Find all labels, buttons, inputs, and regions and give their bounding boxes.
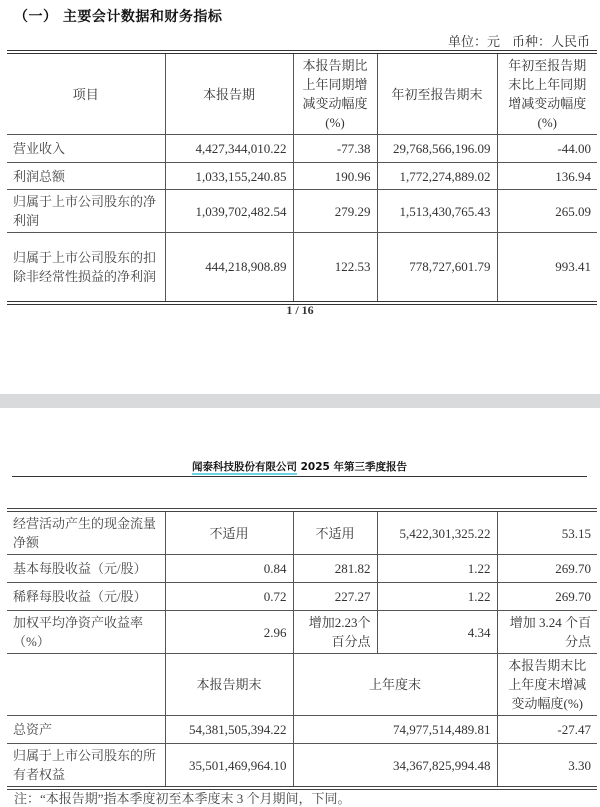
row-ytd: 778,727,601.79	[377, 233, 497, 303]
row-current-change: 227.27	[293, 583, 377, 611]
balance-header-change: 本报告期末比上年度末增减变动幅度(%)	[497, 654, 597, 716]
row-current: 4,427,344,010.22	[165, 135, 293, 163]
financial-indicators-table-continued	[7, 508, 597, 790]
row-item: 基本每股收益（元/股）	[7, 555, 165, 583]
row-prior-year-end: 74,977,514,489.81	[293, 716, 497, 744]
unit-currency-line	[448, 31, 590, 50]
row-item: 营业收入	[7, 135, 165, 163]
page-separator	[0, 394, 600, 408]
row-ytd: 1,772,274,889.02	[377, 163, 497, 190]
row-ytd: 29,768,566,196.09	[377, 135, 497, 163]
row-ytd: 5,422,301,325.22	[377, 510, 497, 555]
row-current-change: -77.38	[293, 135, 377, 163]
table-row	[7, 583, 597, 611]
row-prior-year-end: 34,367,825,994.48	[293, 744, 497, 789]
row-ytd-change: 53.15	[497, 510, 597, 555]
row-current: 0.84	[165, 555, 293, 583]
table-row	[7, 611, 597, 654]
table-row	[7, 510, 597, 555]
row-ytd-change: 265.09	[497, 190, 597, 233]
table-row	[7, 233, 597, 303]
row-ytd-change: 136.94	[497, 163, 597, 190]
row-current-change: 281.82	[293, 555, 377, 583]
company-name-link[interactable]: 闻泰科技股份有限公司	[191, 461, 297, 473]
row-ytd-change: 增加 3.24 个百分点	[497, 611, 597, 654]
header-ytd: 年初至报告期末	[377, 52, 497, 135]
table-row	[7, 744, 597, 789]
row-item: 利润总额	[7, 163, 165, 190]
row-item: 稀释每股收益（元/股）	[7, 583, 165, 611]
table-row	[7, 163, 597, 190]
unit-label: 单位：元	[447, 34, 500, 49]
row-current-change: 增加2.23个百分点	[293, 611, 377, 654]
balance-header-item	[7, 654, 165, 716]
row-current-change: 不适用	[293, 510, 377, 555]
row-change: -27.47	[497, 716, 597, 744]
row-period-end: 35,501,469,964.10	[165, 744, 293, 789]
row-ytd: 1.22	[377, 555, 497, 583]
row-ytd-change: -44.00	[497, 135, 597, 163]
row-current: 444,218,908.89	[165, 233, 293, 303]
financial-indicators-table	[7, 50, 597, 305]
document-page-1	[0, 0, 600, 394]
balance-header-row	[7, 654, 597, 716]
balance-header-period-end: 本报告期末	[165, 654, 293, 716]
header-ytd-change: 年初至报告期末比上年同期增减变动幅度(%)	[497, 52, 597, 135]
row-current: 1,033,155,240.85	[165, 163, 293, 190]
table-row	[7, 135, 597, 163]
row-ytd-change: 993.41	[497, 233, 597, 303]
row-ytd-change: 269.70	[497, 555, 597, 583]
row-ytd: 4.34	[377, 611, 497, 654]
row-current: 2.96	[165, 611, 293, 654]
row-ytd-change: 269.70	[497, 583, 597, 611]
row-period-end: 54,381,505,394.22	[165, 716, 293, 744]
table-row	[7, 190, 597, 233]
row-ytd: 1.22	[377, 583, 497, 611]
table-header-row	[7, 52, 597, 135]
row-current: 1,039,702,482.54	[165, 190, 293, 233]
row-item: 归属于上市公司股东的所有者权益	[7, 744, 165, 789]
row-item: 总资产	[7, 716, 165, 744]
page-number: 1 / 16	[286, 303, 314, 317]
row-item: 归属于上市公司股东的扣除非经常性损益的净利润	[7, 233, 165, 303]
balance-header-prior-year-end: 上年度末	[293, 654, 497, 716]
row-current-change: 279.29	[293, 190, 377, 233]
table-row	[7, 555, 597, 583]
row-item: 加权平均净资产收益率（%）	[7, 611, 165, 654]
section-title: （一） 主要会计数据和财务指标	[14, 9, 223, 25]
row-current-change: 122.53	[293, 233, 377, 303]
row-current: 不适用	[165, 510, 293, 555]
report-running-header	[12, 459, 587, 477]
header-item: 项目	[7, 52, 165, 135]
header-current-period: 本报告期	[165, 52, 293, 135]
row-current: 0.72	[165, 583, 293, 611]
row-current-change: 190.96	[293, 163, 377, 190]
row-item: 归属于上市公司股东的净利润	[7, 190, 165, 233]
row-item: 经营活动产生的现金流量净额	[7, 510, 165, 555]
report-title: 2025 年第三季度报告	[300, 461, 408, 473]
row-change: 3.30	[497, 744, 597, 789]
header-current-change: 本报告期比上年同期增减变动幅度(%)	[293, 52, 377, 135]
row-ytd: 1,513,430,765.43	[377, 190, 497, 233]
currency-label: 币种：人民币	[511, 34, 590, 49]
document-page-2	[0, 408, 600, 804]
footnote: 注：“本报告期”指本季度初至本季度末 3 个月期间，下同。	[14, 791, 351, 806]
table-row	[7, 716, 597, 744]
